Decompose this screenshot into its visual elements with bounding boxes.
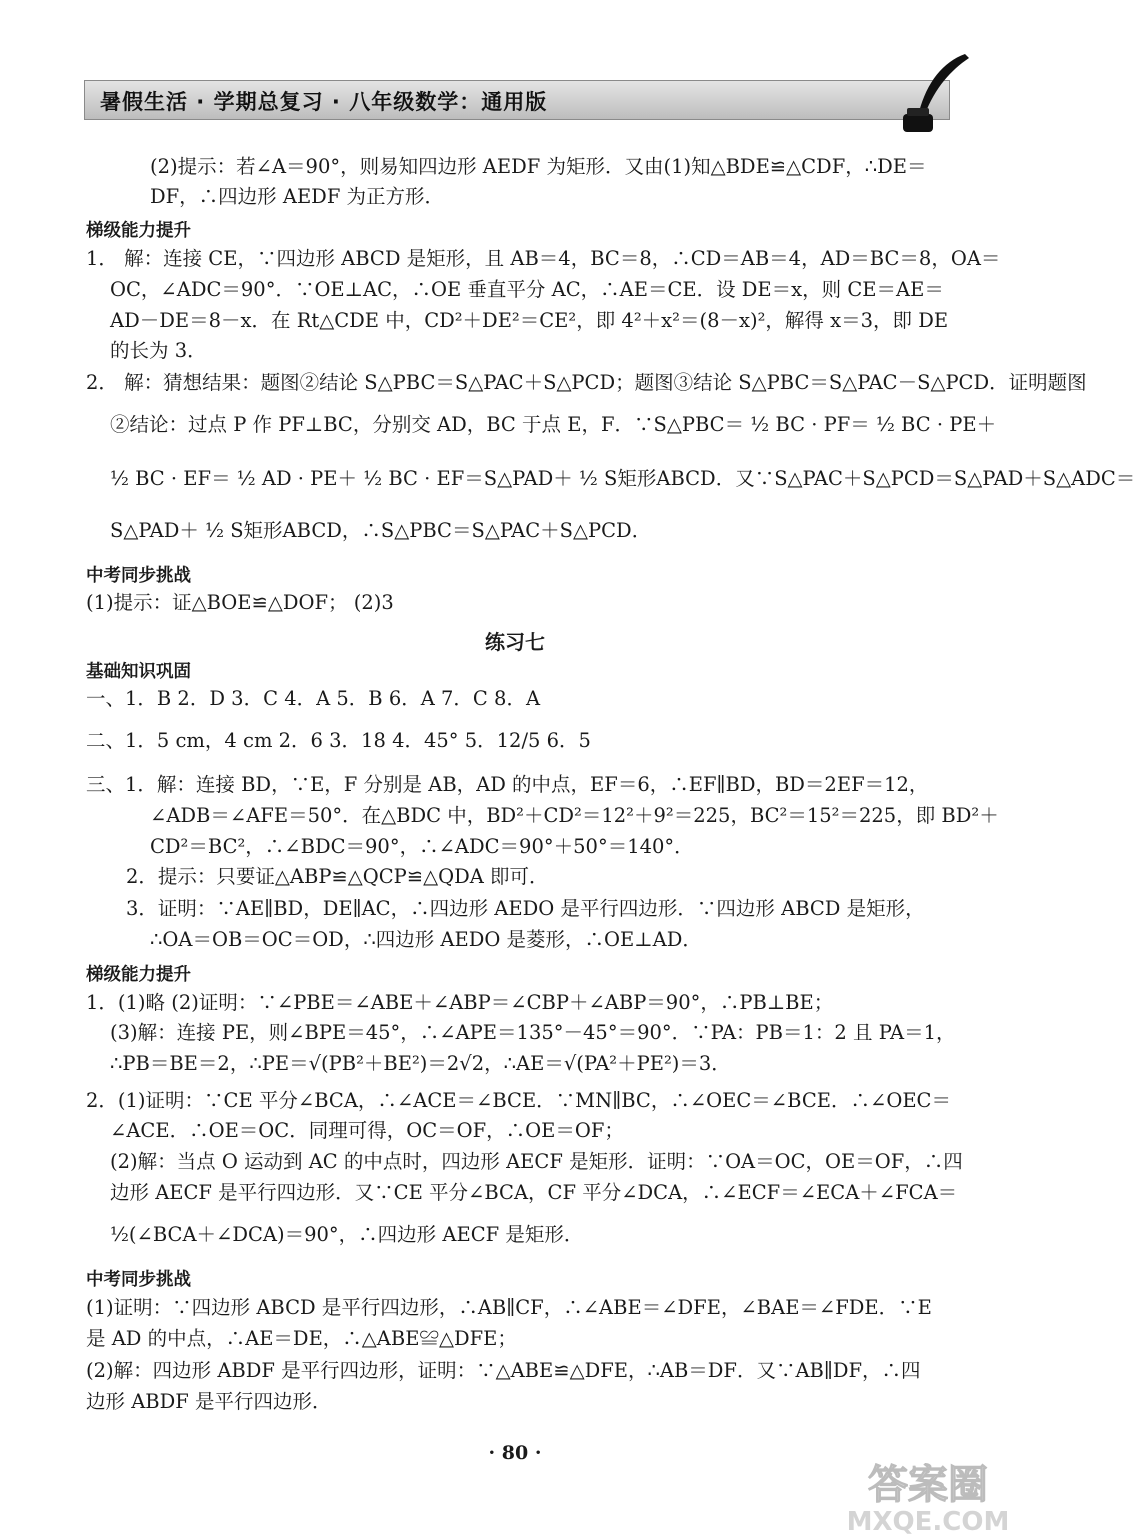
watermark-url: MXQE.COM — [846, 1507, 1010, 1536]
text-line: 2．提示：只要证△ABP≌△QCP≌△QDA 即可． — [126, 865, 549, 888]
page-number: · 80 · — [488, 1442, 542, 1464]
text-line: ½(∠BCA＋∠DCA)＝90°，∴四边形 AECF 是矩形． — [110, 1223, 584, 1246]
text-line: 边形 ABDF 是平行四边形． — [86, 1390, 332, 1413]
exercise-title: 练习七 — [485, 630, 545, 654]
text-line: ∠ADB＝∠AFE＝50°．在△BDC 中，BD²＋CD²＝12²＋9²＝225，BC²＝15²＝225，即 BD²＋ — [150, 804, 999, 827]
watermark-text: 答案圈 — [868, 1462, 988, 1508]
text-line: CD²＝BC²，∴∠BDC＝90°，∴∠ADC＝90°＋50°＝140°． — [150, 835, 694, 858]
section-heading: 基础知识巩固 — [86, 662, 191, 682]
text-line: (2)提示：若∠A＝90°，则易知四边形 AEDF 为矩形．又由(1)知△BDE≌△CDF，∴DE＝ — [150, 155, 927, 178]
text-line: ∠ACE．∴OE＝OC．同理可得，OC＝OF，∴OE＝OF； — [110, 1119, 624, 1142]
header-title: 暑假生活 · 学期总复习 · 八年级数学：通用版 — [100, 90, 548, 114]
text-line: S△PAD＋ ½ S矩形ABCD，∴S△PBC＝S△PAC＋S△PCD． — [110, 519, 652, 542]
answer-line: 二、1．5 cm，4 cm 2．6 3．18 4．45° 5．12/5 6．5 — [86, 729, 591, 752]
text-line: (2)解：四边形 ABDF 是平行四边形，证明：∵△ABE≌△DFE，∴AB＝DF．又∵AB∥DF，∴四 — [86, 1359, 921, 1382]
text-line: ∴PB＝BE＝2，∴PE＝√(PB²＋BE²)＝2√2，∴AE＝√(PA²＋PE²)＝3． — [110, 1052, 731, 1075]
text-line: 2． 解：猜想结果：题图②结论 S△PBC＝S△PAC＋S△PCD；题图③结论 S△PBC＝S△PAC－S△PCD．证明题图 — [86, 371, 1087, 394]
text-line: OC，∠ADC＝90°．∵OE⊥AC，∴OE 垂直平分 AC，∴AE＝CE．设 DE＝x，则 CE＝AE＝ — [110, 278, 944, 301]
text-line: (1)证明：∵四边形 ABCD 是平行四边形，∴AB∥CF，∴∠ABE＝∠DFE，∠BAE＝∠FDE．∵E — [86, 1296, 932, 1319]
text-line: 的长为 3． — [110, 339, 207, 362]
text-line: (1)提示：证△BOE≌△DOF； (2)3 — [86, 591, 394, 614]
text-line: ②结论：过点 P 作 PF⊥BC，分别交 AD，BC 于点 E，F．∵S△PBC＝ ½ BC · PF＝ ½ BC · PE＋ — [110, 413, 997, 436]
text-line: 3．证明：∵AE∥BD，DE∥AC，∴四边形 AEDO 是平行四边形．∵四边形 ABCD 是矩形， — [126, 897, 925, 920]
text-line: ∴OA＝OB＝OC＝OD，∴四边形 AEDO 是菱形，∴OE⊥AD． — [150, 928, 702, 951]
text-line: 三、1．解：连接 BD，∵E，F 分别是 AB，AD 的中点，EF＝6，∴EF∥BD，BD＝2EF＝12， — [86, 773, 929, 796]
section-heading: 中考同步挑战 — [86, 566, 191, 586]
text-line: AD－DE＝8－x．在 Rt△CDE 中，CD²＋DE²＝CE²，即 4²＋x²＝(8－x)²，解得 x＝3，即 DE — [110, 309, 949, 332]
text-line: 是 AD 的中点，∴AE＝DE，∴△ABE≌△DFE； — [86, 1327, 517, 1350]
text-line: (3)解：连接 PE，则∠BPE＝45°，∴∠APE＝135°－45°＝90°．∵PA：PB＝1：2 且 PA＝1， — [110, 1021, 956, 1044]
section-heading: 中考同步挑战 — [86, 1270, 191, 1290]
watermark-logo — [838, 1452, 1018, 1536]
answer-line: 一、1．B 2．D 3．C 4．A 5．B 6．A 7．C 8．A — [86, 687, 541, 710]
text-line: 1． 解：连接 CE，∵四边形 ABCD 是矩形，且 AB＝4，BC＝8，∴CD＝AB＝4，AD＝BC＝8，OA＝ — [86, 247, 1001, 270]
text-line: 1．(1)略 (2)证明：∵∠PBE＝∠ABE＋∠ABP＝∠CBP＋∠ABP＝90°，∴PB⊥BE； — [86, 991, 834, 1014]
text-line: DF，∴四边形 AEDF 为正方形． — [150, 185, 445, 208]
quill-ink-icon — [895, 52, 975, 134]
section-heading: 梯级能力提升 — [86, 965, 191, 985]
text-line: ½ BC · EF＝ ½ AD · PE＋ ½ BC · EF＝S△PAD＋ ½ S矩形ABCD．又∵S△PAC＋S△PCD＝S△PAD＋S△ADC＝ — [110, 467, 1135, 490]
section-heading: 梯级能力提升 — [86, 221, 191, 241]
text-line: 2．(1)证明：∵CE 平分∠BCA，∴∠ACE＝∠BCE．∵MN∥BC，∴∠OEC＝∠BCE．∴∠OEC＝ — [86, 1089, 951, 1112]
text-line: 边形 AECF 是平行四边形．又∵CE 平分∠BCA，CF 平分∠DCA，∴∠ECF＝∠ECA＋∠FCA＝ — [110, 1181, 958, 1204]
text-line: (2)解：当点 O 运动到 AC 的中点时，四边形 AECF 是矩形．证明：∵OA＝OC，OE＝OF，∴四 — [110, 1150, 963, 1173]
